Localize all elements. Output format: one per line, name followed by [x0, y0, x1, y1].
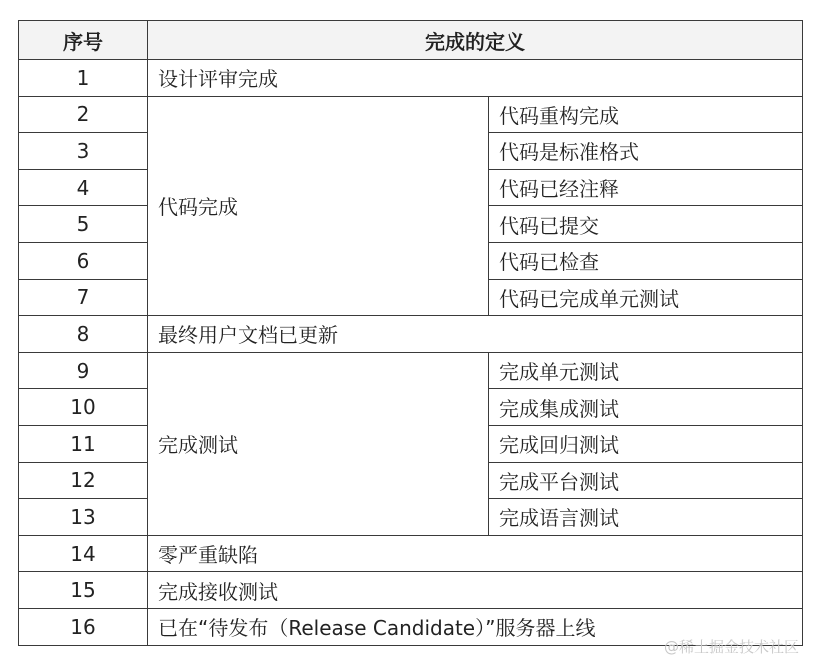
- row-num: 8: [19, 316, 148, 353]
- row-text: 已在“待发布（Release Candidate）”服务器上线: [148, 608, 803, 645]
- row-num: 12: [19, 462, 148, 499]
- row-num: 14: [19, 535, 148, 572]
- sub-item: 代码已提交: [489, 206, 803, 243]
- table-row: [19, 316, 803, 353]
- sub-item: 完成回归测试: [489, 425, 803, 462]
- sub-item: 代码已完成单元测试: [489, 279, 803, 316]
- row-num: 13: [19, 499, 148, 536]
- row-num: 7: [19, 279, 148, 316]
- row-text: 零严重缺陷: [148, 535, 803, 572]
- header-row: [19, 21, 803, 60]
- row-text: 完成接收测试: [148, 572, 803, 609]
- header-definition: 完成的定义: [148, 21, 803, 60]
- definition-of-done-table: [18, 20, 803, 646]
- row-num: 11: [19, 425, 148, 462]
- table-row: [19, 96, 803, 133]
- table-row: [19, 535, 803, 572]
- group-label: 代码完成: [148, 96, 489, 316]
- header-num: 序号: [19, 21, 148, 60]
- sub-item: 完成单元测试: [489, 352, 803, 389]
- row-num: 16: [19, 608, 148, 645]
- row-text: 最终用户文档已更新: [148, 316, 803, 353]
- table-row: [19, 60, 803, 97]
- sub-item: 代码已经注释: [489, 169, 803, 206]
- row-num: 3: [19, 133, 148, 170]
- row-num: 9: [19, 352, 148, 389]
- table-row: [19, 572, 803, 609]
- row-num: 15: [19, 572, 148, 609]
- sub-item: 代码是标准格式: [489, 133, 803, 170]
- sub-item: 完成平台测试: [489, 462, 803, 499]
- row-num: 6: [19, 242, 148, 279]
- sub-item: 完成语言测试: [489, 499, 803, 536]
- row-num: 2: [19, 96, 148, 133]
- watermark: @稀土掘金技术社区: [663, 638, 799, 656]
- row-num: 10: [19, 389, 148, 426]
- group-label: 完成测试: [148, 352, 489, 535]
- table-row: [19, 352, 803, 389]
- row-num: 5: [19, 206, 148, 243]
- sub-item: 代码重构完成: [489, 96, 803, 133]
- sub-item: 代码已检查: [489, 242, 803, 279]
- row-num: 1: [19, 60, 148, 97]
- row-text: 设计评审完成: [148, 60, 803, 97]
- sub-item: 完成集成测试: [489, 389, 803, 426]
- row-num: 4: [19, 169, 148, 206]
